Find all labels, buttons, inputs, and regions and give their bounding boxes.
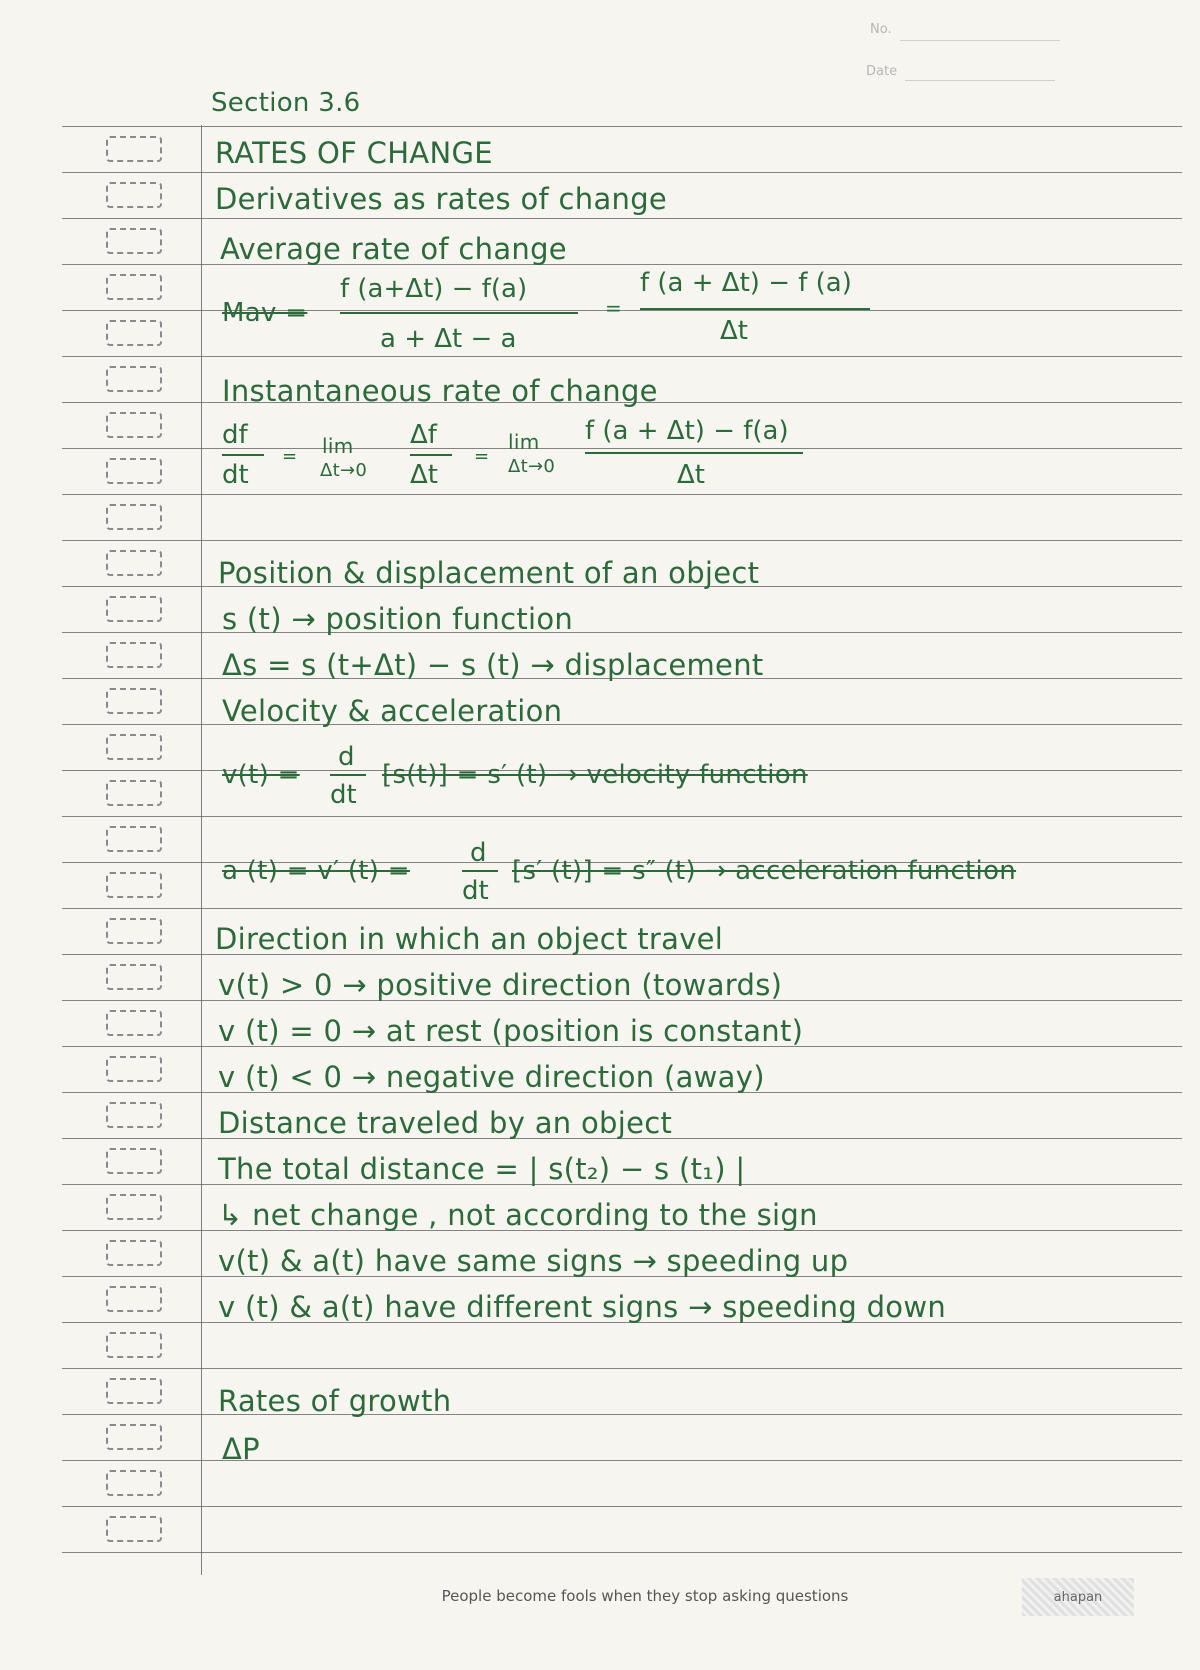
note-line: Derivatives as rates of change	[215, 182, 668, 216]
ruled-line	[62, 1368, 1182, 1369]
note-line: Velocity & acceleration	[222, 694, 563, 728]
fraction-bar	[462, 870, 498, 872]
checkbox[interactable]	[106, 228, 162, 254]
fraction-bar	[340, 312, 578, 314]
note-line: v (t) & a(t) have different signs → speeding down	[218, 1290, 947, 1324]
note-line: ↳ net change , not according to the sign	[218, 1198, 818, 1232]
section-heading: Section 3.6	[211, 88, 361, 118]
note-line: Average rate of change	[220, 232, 567, 266]
dt-den: dt	[330, 780, 357, 810]
checkbox[interactable]	[106, 1010, 162, 1036]
mav-label: Mav =	[222, 298, 308, 328]
margin-line	[201, 125, 202, 1575]
mav-num-2: f (a + Δt) − f (a)	[640, 268, 852, 298]
checkbox[interactable]	[106, 642, 162, 668]
ruled-line	[62, 1506, 1182, 1507]
note-line: Rates of growth	[218, 1384, 452, 1418]
fraction-bar	[410, 454, 452, 456]
equals-sign: =	[282, 446, 298, 467]
checkbox[interactable]	[106, 1378, 162, 1404]
checkbox[interactable]	[106, 320, 162, 346]
limit-subscript: Δt→0	[320, 460, 368, 481]
checkbox[interactable]	[106, 182, 162, 208]
velocity-rhs: [s(t)] = s′ (t) → velocity function	[382, 760, 808, 790]
checkbox[interactable]	[106, 1286, 162, 1312]
checkbox[interactable]	[106, 504, 162, 530]
checkbox[interactable]	[106, 1102, 162, 1128]
no-label: No.	[870, 22, 892, 37]
checkbox[interactable]	[106, 1240, 162, 1266]
ruled-line	[62, 126, 1182, 127]
note-line: The total distance = | s(t₂) − s (t₁) |	[218, 1152, 746, 1186]
mav-den-1: a + Δt − a	[380, 324, 517, 354]
d-num: d	[338, 742, 355, 772]
note-line: Position & displacement of an object	[218, 556, 760, 590]
note-line: v (t) = 0 → at rest (position is constant)	[218, 1014, 804, 1048]
checkbox[interactable]	[106, 1148, 162, 1174]
note-line: Direction in which an object travel	[215, 922, 724, 956]
checkbox[interactable]	[106, 1332, 162, 1358]
checkbox[interactable]	[106, 412, 162, 438]
date-label: Date	[866, 64, 898, 79]
velocity-lhs: v(t) =	[222, 760, 300, 790]
note-line: s (t) → position function	[222, 602, 574, 636]
checkbox[interactable]	[106, 366, 162, 392]
checkbox[interactable]	[106, 1470, 162, 1496]
checkbox[interactable]	[106, 596, 162, 622]
checkbox[interactable]	[106, 458, 162, 484]
equals-sign: =	[474, 446, 490, 467]
checkbox[interactable]	[106, 1194, 162, 1220]
fraction-bar	[222, 454, 264, 456]
delta-f-den: Δt	[410, 460, 438, 490]
note-line: Instantaneous rate of change	[222, 374, 658, 408]
ruled-line	[62, 218, 1182, 219]
note-line: v (t) < 0 → negative direction (away)	[218, 1060, 765, 1094]
note-line: v(t) & a(t) have same signs → speeding up	[218, 1244, 849, 1278]
checkbox[interactable]	[106, 826, 162, 852]
mav-num-1: f (a+Δt) − f(a)	[340, 274, 528, 304]
note-line: v(t) > 0 → positive direction (towards)	[218, 968, 783, 1002]
checkbox[interactable]	[106, 780, 162, 806]
limit-subscript: Δt→0	[508, 456, 556, 477]
ruled-line	[62, 172, 1182, 173]
limit-label: lim	[508, 430, 540, 454]
checkbox[interactable]	[106, 688, 162, 714]
acceleration-lhs: a (t) = v′ (t) =	[222, 856, 410, 886]
ruled-line	[62, 816, 1182, 817]
ruled-line	[62, 1552, 1182, 1553]
limit-label: lim	[322, 434, 354, 458]
note-line: Distance traveled by an object	[218, 1106, 673, 1140]
no-line	[900, 40, 1060, 41]
note-line: Δs = s (t+Δt) − s (t) → displacement	[222, 648, 764, 682]
checkbox[interactable]	[106, 136, 162, 162]
dt-den: dt	[462, 876, 489, 906]
ruled-line	[62, 494, 1182, 495]
ruled-line	[62, 540, 1182, 541]
checkbox[interactable]	[106, 1516, 162, 1542]
date-line	[905, 80, 1055, 81]
footer-logo: ahapan	[1022, 1578, 1134, 1616]
ruled-line	[62, 908, 1182, 909]
checkbox[interactable]	[106, 918, 162, 944]
note-line: ΔP	[222, 1432, 260, 1466]
checkbox[interactable]	[106, 1056, 162, 1082]
limit-num: f (a + Δt) − f(a)	[585, 416, 789, 446]
equals-sign: =	[605, 296, 623, 320]
checkbox[interactable]	[106, 734, 162, 760]
footer-quote: People become fools when they stop asking questions	[441, 1587, 849, 1605]
delta-f-num: Δf	[410, 420, 437, 450]
mav-den-2: Δt	[720, 316, 748, 346]
df-den: dt	[222, 460, 249, 490]
checkbox[interactable]	[106, 872, 162, 898]
checkbox[interactable]	[106, 274, 162, 300]
ruled-line	[62, 356, 1182, 357]
fraction-bar	[585, 452, 803, 454]
checkbox[interactable]	[106, 1424, 162, 1450]
checkbox[interactable]	[106, 964, 162, 990]
fraction-bar	[640, 308, 870, 310]
checkbox[interactable]	[106, 550, 162, 576]
df-num: df	[222, 420, 248, 450]
fraction-bar	[330, 774, 366, 776]
page-title: RATES OF CHANGE	[215, 136, 493, 170]
d-num: d	[470, 838, 487, 868]
acceleration-rhs: [s′ (t)] = s″ (t) → acceleration function	[512, 856, 1017, 886]
limit-den: Δt	[677, 460, 705, 490]
